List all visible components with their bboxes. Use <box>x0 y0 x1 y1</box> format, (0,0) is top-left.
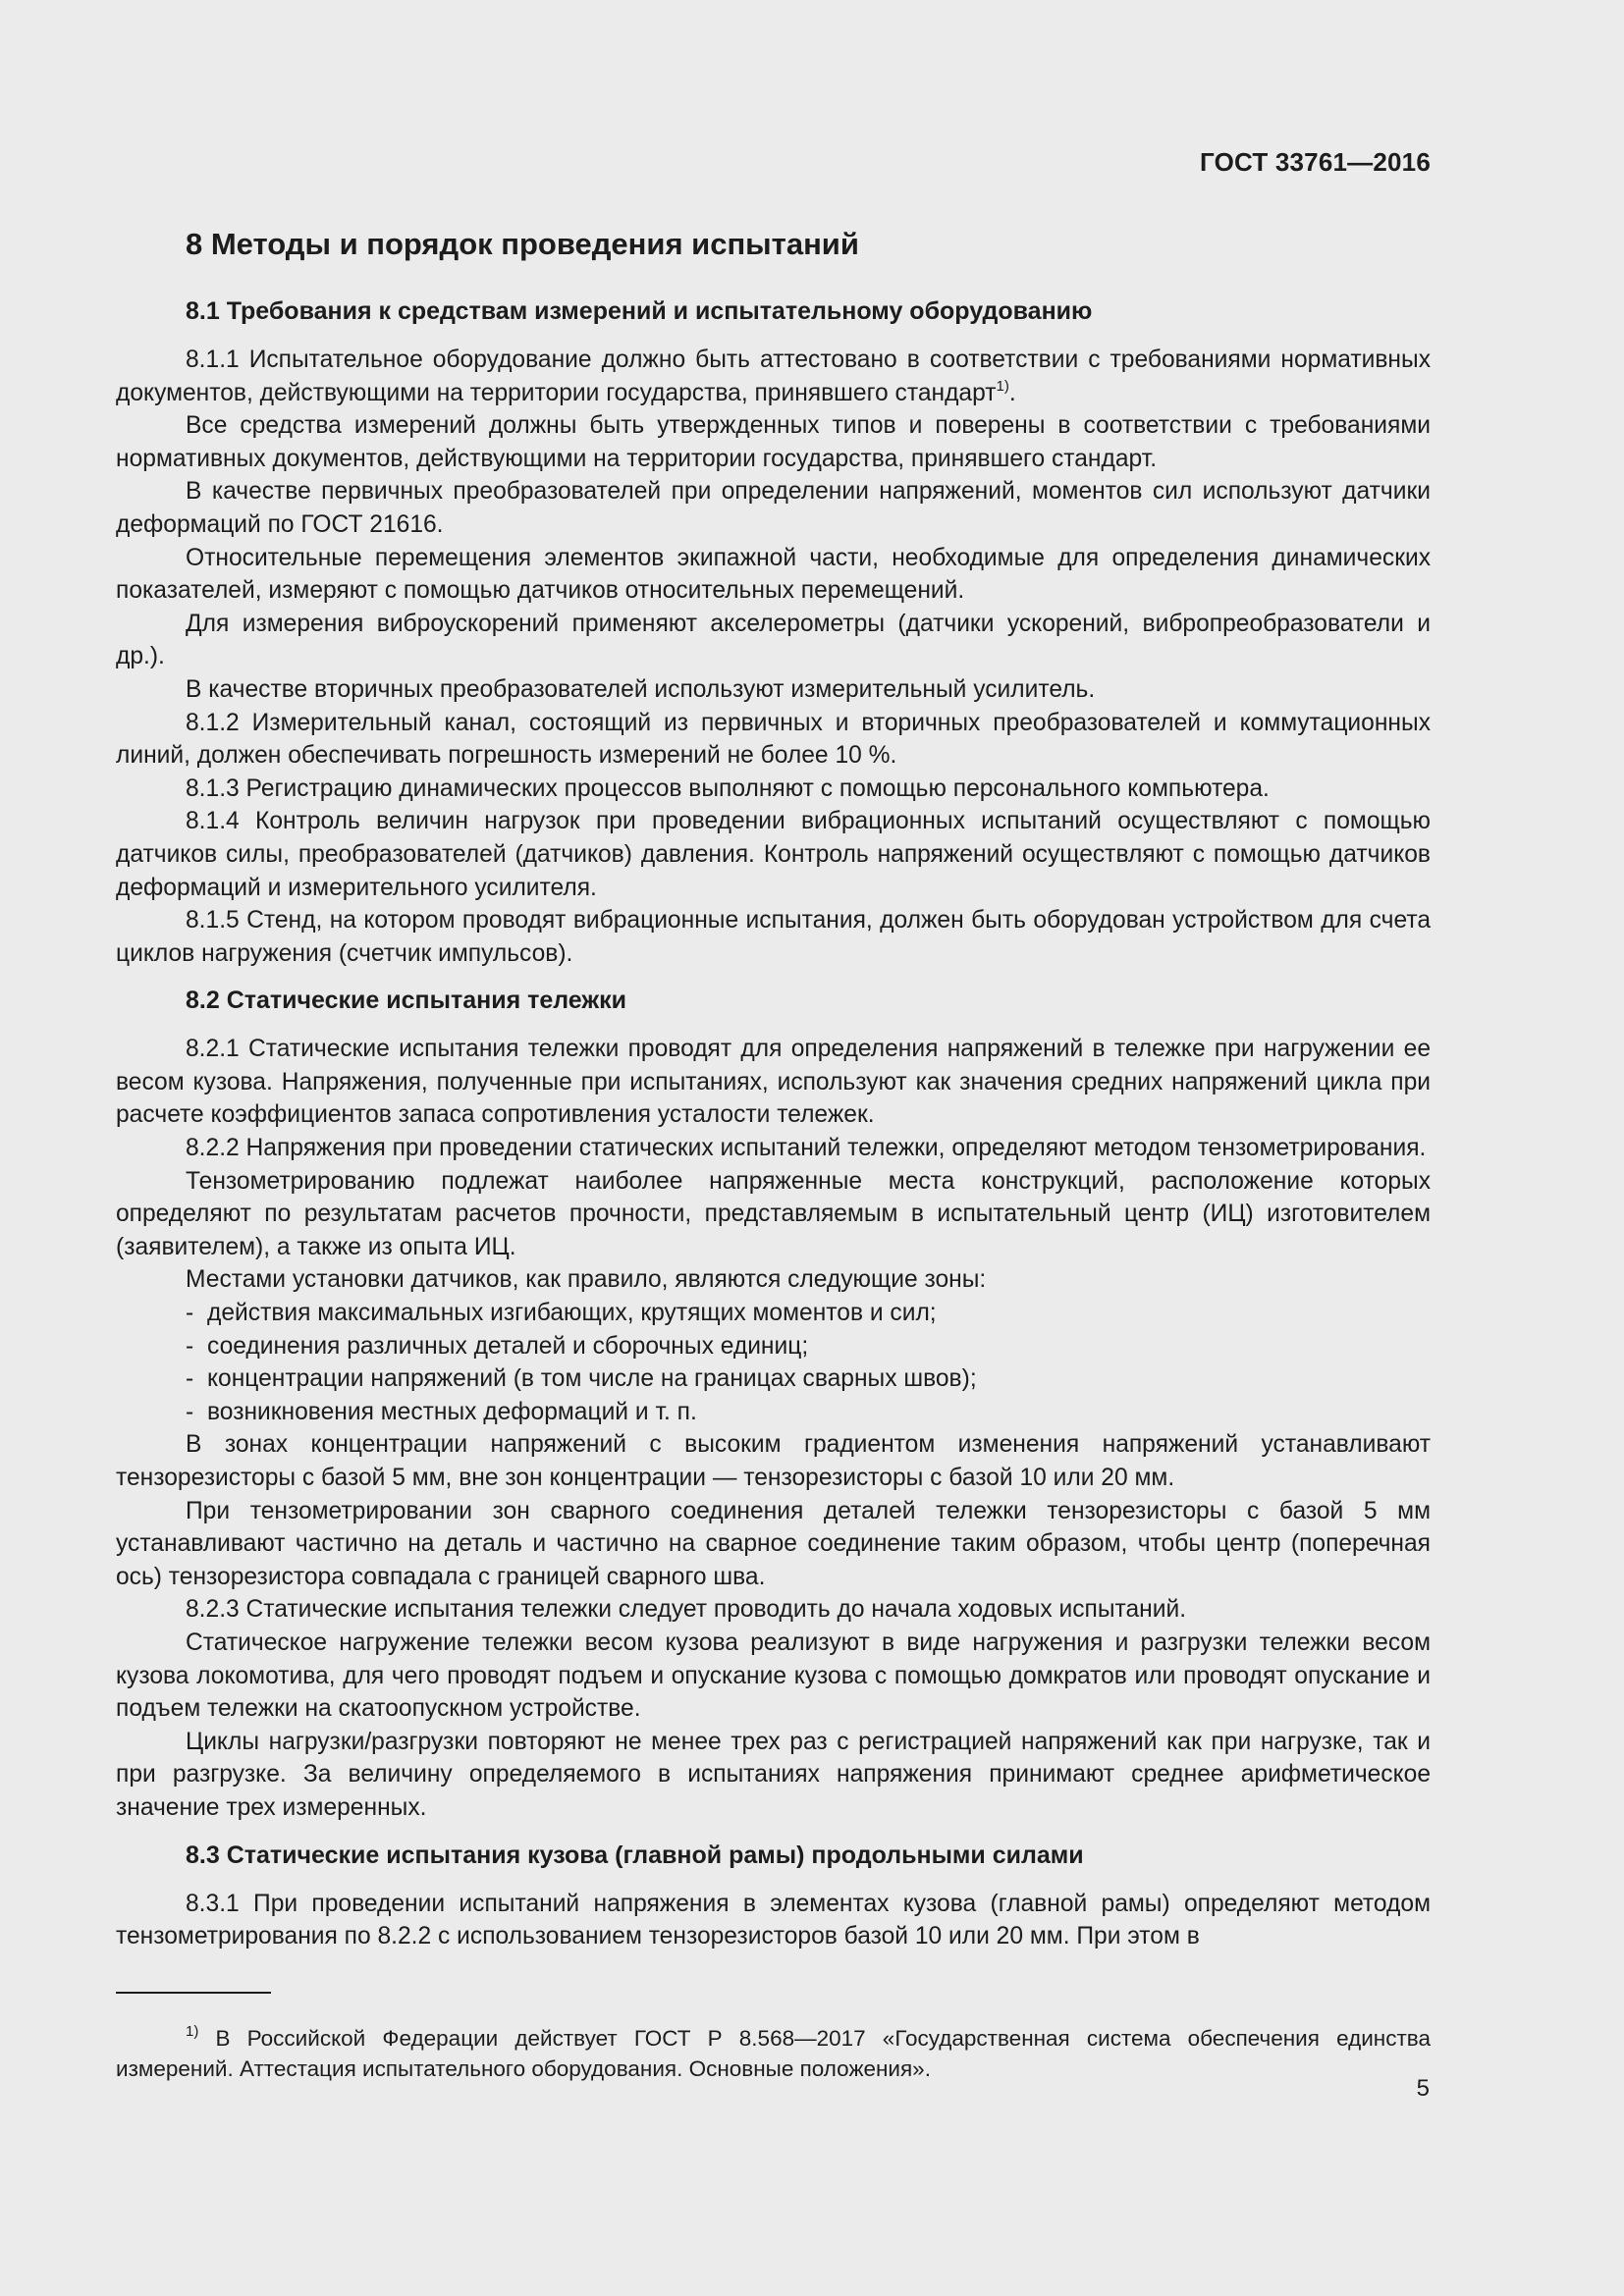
list-item-text: концентрации напряжений (в том числе на границах сварных швов); <box>207 1365 977 1393</box>
paragraph-8-1-5: 8.1.5 Стенд, на котором проводят вибрационные испытания, должен быть оборудован устройством для счета циклов нагружения (счетчик импульсов). <box>116 907 1431 967</box>
subsection-8-2-title: 8.2 Статические испытания тележки <box>186 987 626 1015</box>
subsection-8-3-title: 8.3 Статические испытания кузова (главной рамы) продольными силами <box>186 1841 1084 1869</box>
paragraph: В зонах концентрации напряжений с высоким градиентом изменения напряжений устанавливают тензорезисторы с базой 5 мм, вне зон концентрации — тензорезисторы с базой 10 или 20 мм. <box>116 1431 1431 1491</box>
paragraph: Для измерения виброускорений применяют акселерометры (датчики ускорений, вибропреобразователи и др.). <box>116 610 1431 670</box>
list-item <box>186 1330 1431 1363</box>
list-item <box>186 1297 1431 1330</box>
paragraph-8-1-1 <box>116 344 1431 409</box>
section-8-title: 8 Методы и порядок проведения испытаний <box>186 227 859 261</box>
footnote-reference: 1) <box>996 377 1009 395</box>
footnote-mark: 1) <box>186 2022 199 2040</box>
paragraph: Относительные перемещения элементов экипажной части, необходимые для определения динамических показателей, измеряют с помощью датчиков относительных перемещений. <box>116 544 1431 605</box>
paragraph-8-1-1-text: 8.1.1 Испытательное оборудование должно быть аттестовано в соответствии с требованиями нормативных документов, действующими на территории государства, принявшего стандарт <box>116 347 1431 406</box>
list-item-text: соединения различных деталей и сборочных единиц; <box>207 1332 809 1360</box>
paragraph-8-2-1: 8.2.1 Статические испытания тележки проводят для определения напряжений в тележке при нагружении ее весом кузова. Напряжения, полученные при испытаниях, используют как значения средних напряжений цикла при расчете коэффициентов запаса сопротивления усталости тележек. <box>116 1036 1431 1129</box>
page-number: 5 <box>1416 2075 1430 2102</box>
paragraph-8-1-3: 8.1.3 Регистрацию динамических процессов выполняют с помощью персонального компьютера. <box>186 774 1270 802</box>
list-item-text: действия максимальных изгибающих, крутящих моментов и сил; <box>207 1300 937 1327</box>
paragraph-8-1-2: 8.1.2 Измерительный канал, состоящий из первичных и вторичных преобразователей и коммутационных линий, должен обеспечивать погрешность измерений не более 10 %. <box>116 709 1431 770</box>
list-item <box>186 1396 1431 1429</box>
paragraph: Все средства измерений должны быть утвержденных типов и поверены в соответствии с требованиями нормативных документов, действующими на территории государства, принявшего стандарт. <box>116 412 1431 472</box>
list-dash: - <box>186 1332 194 1360</box>
footnote <box>116 2023 1431 2084</box>
paragraph-8-1-1-end: . <box>1008 379 1016 406</box>
paragraph-8-2-3: 8.2.3 Статические испытания тележки следует проводить до начала ходовых испытаний. <box>186 1596 1187 1624</box>
paragraph-8-1-4: 8.1.4 Контроль величин нагрузок при проведении вибрационных испытаний осуществляют с помощью датчиков силы, преобразователей (датчиков) давления. Контроль напряжений осуществляют с помощью датчиков деформаций и измерительного усилителя. <box>116 808 1431 901</box>
paragraph: В качестве вторичных преобразователей используют измерительный усилитель. <box>186 675 1096 703</box>
list-dash: - <box>186 1300 194 1327</box>
list-item <box>186 1362 1431 1396</box>
paragraph: При тензометрировании зон сварного соединения деталей тележки тензорезисторы с базой 5 мм устанавливают частично на деталь и частично на сварное соединение таким образом, чтобы центр (поперечная ось) тензорезистора совпадала с границей сварного шва. <box>116 1497 1431 1590</box>
footnote-text: В Российской Федерации действует ГОСТ Р 8.568—2017 «Государственная система обеспечения единства измерений. Аттестация испытательного оборудования. Основные положения». <box>116 2025 1431 2081</box>
paragraph: В качестве первичных преобразователей при определении напряжений, моментов сил используют датчики деформаций по ГОСТ 21616. <box>116 478 1431 538</box>
paragraph: Циклы нагрузки/разгрузки повторяют не менее трех раз с регистрацией напряжений как при нагрузке, так и при разгрузке. За величину определяемого в испытаниях напряжения принимают среднее арифметическое значение трех измеренных. <box>116 1728 1431 1821</box>
document-code-header: ГОСТ 33761—2016 <box>1200 147 1431 177</box>
paragraph: Статическое нагружение тележки весом кузова реализуют в виде нагружения и разгрузки тележки весом кузова локомотива, для чего проводят подъем и опускание кузова с помощью домкратов или проводят опускание и подъем тележки на скатоопускном устройстве. <box>116 1629 1431 1723</box>
list-dash: - <box>186 1365 194 1393</box>
page-content <box>116 220 1431 1953</box>
paragraph: Тензометрированию подлежат наиболее напряженные места конструкций, расположение которых определяют по результатам расчетов прочности, представляемым в испытательный центр (ИЦ) изготовителем (заявителем), а также из опыта ИЦ. <box>116 1167 1431 1260</box>
paragraph-8-3-1: 8.3.1 При проведении испытаний напряжения в элементах кузова (главной рамы) определяют методом тензометрирования по 8.2.2 с использованием тензорезисторов базой 10 или 20 мм. При этом в <box>116 1890 1431 1950</box>
paragraph: Местами установки датчиков, как правило, являются следующие зоны: <box>186 1266 987 1294</box>
list-item-text: возникновения местных деформаций и т. п. <box>207 1398 697 1425</box>
paragraph-8-2-2: 8.2.2 Напряжения при проведении статических испытаний тележки, определяют методом тензометрирования. <box>186 1135 1427 1162</box>
list-dash: - <box>186 1398 194 1425</box>
subsection-8-1-title: 8.1 Требования к средствам измерений и испытательному оборудованию <box>186 297 1093 325</box>
footnote-separator <box>116 1992 271 1994</box>
